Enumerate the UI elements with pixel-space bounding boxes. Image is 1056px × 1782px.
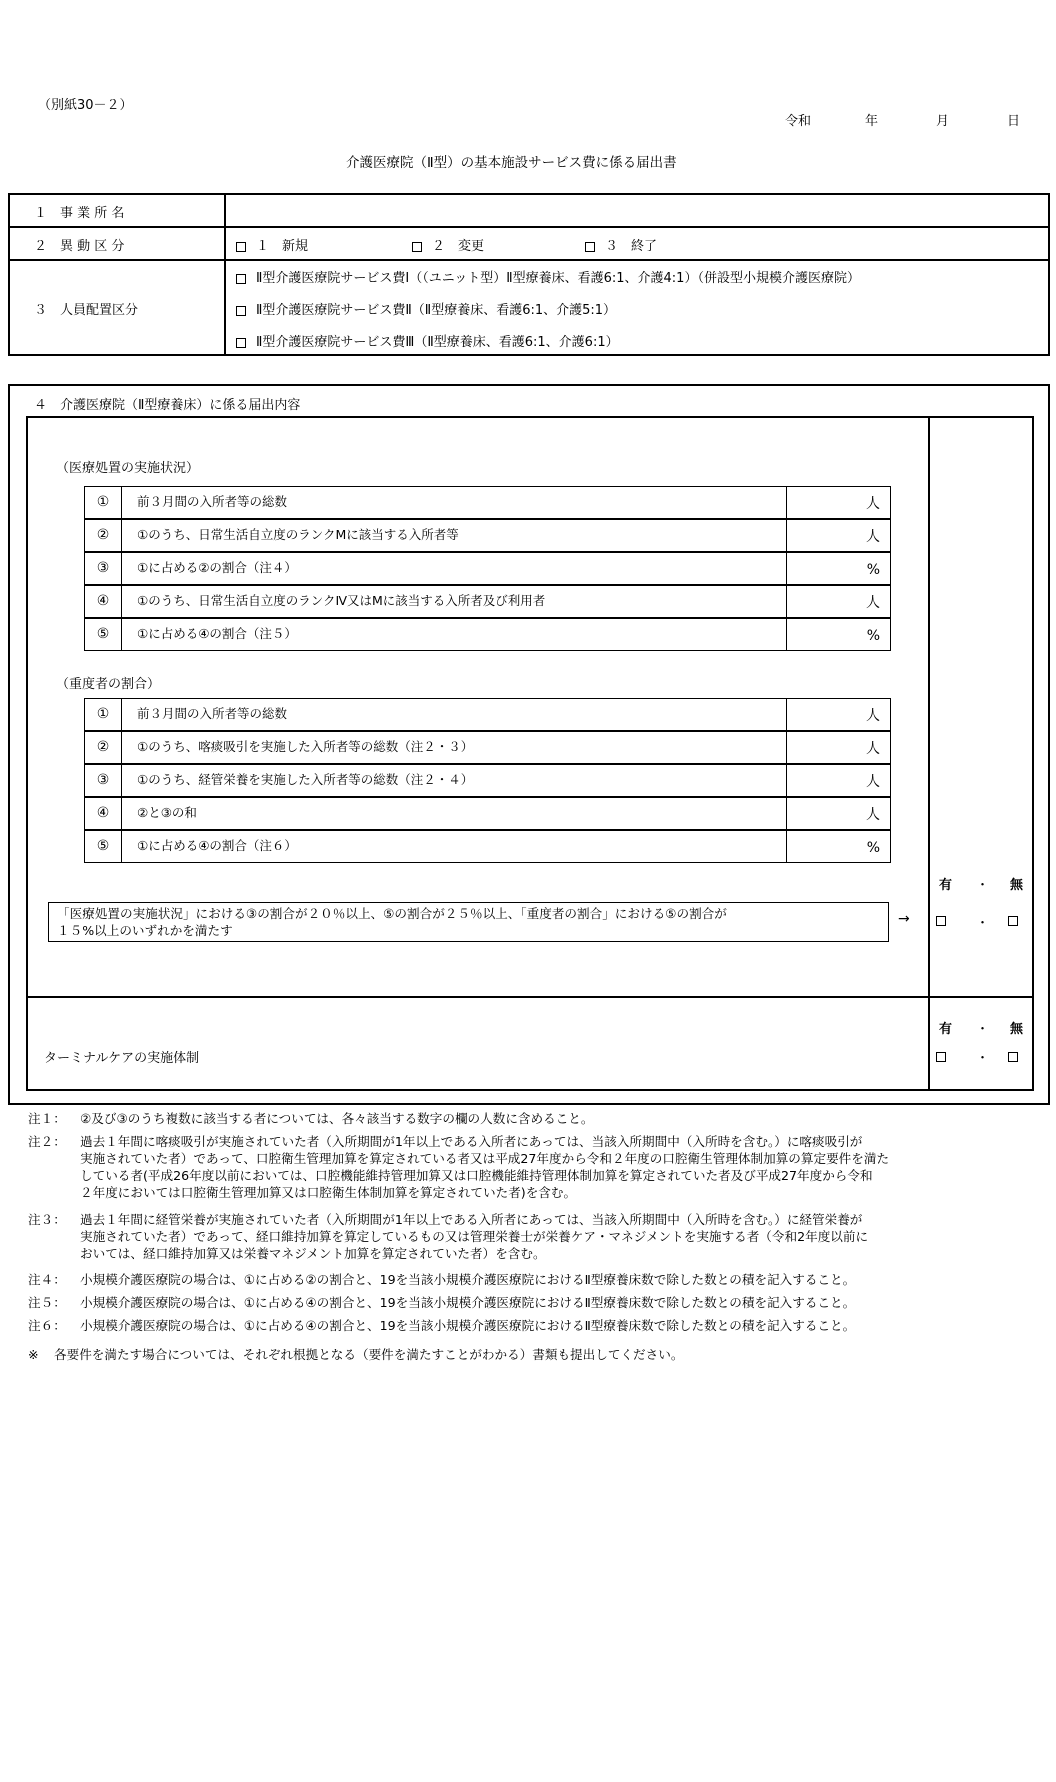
note-label: ※ — [28, 1347, 39, 1362]
staffing-option-2[interactable] — [236, 299, 616, 318]
row-number: ① — [85, 699, 122, 730]
checkbox[interactable] — [412, 242, 422, 252]
row-value-field[interactable]: 人 — [786, 520, 890, 551]
requirement-line2: １５%以上のいずれかを満たす — [57, 923, 233, 938]
row-label: ①のうち、日常生活自立度のランクMに該当する入所者等 — [137, 527, 459, 542]
dot: ・ — [976, 916, 990, 931]
table-row — [84, 797, 891, 830]
arrow-icon: → — [898, 911, 910, 927]
note-label: 注４： — [28, 1272, 66, 1287]
row-value-field[interactable]: 人 — [786, 765, 890, 796]
row-number: ④ — [85, 586, 122, 617]
row-number: ② — [85, 520, 122, 551]
note-3 — [28, 1211, 1018, 1262]
change-option-modify[interactable] — [412, 235, 484, 254]
table-row — [84, 486, 891, 519]
requirement-no-checkbox[interactable] — [1008, 913, 1028, 928]
medical-heading: （医療処置の実施状況） — [56, 461, 200, 476]
row-label: ①のうち、喀痰吸引を実施した入所者等の総数（注２・３） — [137, 739, 474, 754]
note-label: 注２： — [28, 1134, 66, 1149]
option-label: Ⅱ型介護医療院サービス費Ⅰ（（ユニット型）Ⅱ型療養床、看護6:1、介護4:1）（併設型小規模介護医療院） — [256, 271, 860, 286]
row-label: 前３月間の入所者等の総数 — [137, 706, 288, 721]
top-table — [8, 193, 1050, 356]
note-1 — [28, 1110, 1018, 1127]
row-label: ①に占める④の割合（注５） — [137, 626, 297, 641]
page-title: 介護医療院（Ⅱ型）の基本施設サービス費に係る届出書 — [346, 155, 677, 171]
requirement-yes-checkbox[interactable] — [936, 913, 956, 928]
dot: ・ — [976, 1051, 990, 1066]
note-text: ②及び③のうち複数に該当する者については、各々該当する数字の欄の人数に含めること。 — [80, 1111, 594, 1126]
form-number: （別紙30－２） — [38, 98, 133, 113]
row-label: ①に占める④の割合（注６） — [137, 838, 297, 853]
date-day: 日 — [1007, 114, 1021, 129]
terminal-no-checkbox[interactable] — [1008, 1049, 1028, 1064]
table-row — [84, 830, 891, 863]
note-4 — [28, 1271, 1018, 1288]
table-row — [84, 764, 891, 797]
requirement-box — [48, 902, 889, 942]
table-row — [84, 731, 891, 764]
requirement-line1: 「医療処置の実施状況」における③の割合が２０％以上、⑤の割合が２５％以上、「重度者の割合」における⑤の割合が — [57, 906, 727, 921]
checkbox[interactable] — [1008, 916, 1018, 926]
row-label: 前３月間の入所者等の総数 — [137, 494, 288, 509]
checkbox[interactable] — [1008, 1052, 1018, 1062]
row-number: ⑤ — [85, 619, 122, 650]
row-value-field[interactable]: % — [786, 553, 890, 584]
note-2 — [28, 1133, 1018, 1201]
row-label: ①のうち、日常生活自立度のランクⅣ又はMに該当する入所者及び利用者 — [137, 593, 546, 608]
note-text: 過去１年間に経管栄養が実施されていた者（入所期間が1年以上である入所者にあっては、当該入所期間中（入所時を含む。）に経管栄養が 実施されていた者）であって、経口維持加算を算定しているもの又は管理栄養士が栄養ケア・マネジメントを実施する者（令和2年度以前に おいては、経口維持加算又は栄養マネジメント加算を算定されていた者）を含む。 — [80, 1212, 869, 1261]
note-text: 小規模介護医療院の場合は、①に占める②の割合と、19を当該小規模介護医療院におけるⅡ型療養床数で除した数との積を記入すること。 — [80, 1272, 856, 1287]
change-option-end[interactable] — [585, 235, 657, 254]
table-row — [84, 519, 891, 552]
checkbox[interactable] — [236, 242, 246, 252]
table-row — [84, 698, 891, 731]
no-label: 無 — [1010, 1022, 1024, 1037]
row-value-field[interactable]: 人 — [786, 798, 890, 829]
row-value-field[interactable]: 人 — [786, 487, 890, 518]
row-number: ⑤ — [85, 831, 122, 862]
row-label: ②と③の和 — [137, 805, 197, 820]
business-name-field[interactable] — [240, 202, 1040, 220]
row-number: ③ — [85, 765, 122, 796]
option-label: １ 新規 — [256, 239, 309, 254]
staffing-option-3[interactable] — [236, 331, 619, 350]
note-text: 過去１年間に喀痰吸引が実施されていた者（入所期間が1年以上である入所者にあっては、当該入所期間中（入所時を含む。）に喀痰吸引が 実施されていた者）であって、口腔衛生管理加算を算定されている者又は平成27年度から令和２年度の口腔衛生管理体制加算の算定要件を満た している者(平成26年度以前においては、口腔機能維持管理加算又は口腔機能維持管理体制加算を算定されていた者及び平成27年度から令和 ２年度においては口腔衛生管理加算又は口腔衛生体制加算を算定されていた者)を含む。 — [80, 1134, 890, 1200]
checkbox[interactable] — [236, 306, 246, 316]
section4-label: ４ 介護医療院（Ⅱ型療養床）に係る届出内容 — [34, 398, 301, 413]
row-value-field[interactable]: 人 — [786, 586, 890, 617]
terminal-yes-checkbox[interactable] — [936, 1049, 956, 1064]
note-label: 注１： — [28, 1111, 66, 1126]
date-month: 月 — [936, 114, 950, 129]
checkbox[interactable] — [936, 1052, 946, 1062]
checkbox[interactable] — [585, 242, 595, 252]
severe-heading: （重度者の割合） — [56, 677, 161, 692]
note-label: 注３： — [28, 1212, 66, 1227]
no-label: 無 — [1010, 878, 1024, 893]
note-text: 各要件を満たす場合については、それぞれ根拠となる（要件を満たすことがわかる）書類も提出してください。 — [54, 1347, 684, 1362]
date-era: 令和 — [785, 114, 812, 129]
option-label: ２ 変更 — [432, 239, 485, 254]
option-label: Ⅱ型介護医療院サービス費Ⅲ（Ⅱ型療養床、看護6:1、介護6:1） — [256, 335, 619, 350]
yes-label: 有 — [939, 878, 953, 893]
row-value-field[interactable]: 人 — [786, 699, 890, 730]
checkbox[interactable] — [236, 274, 246, 284]
note-label: 注６： — [28, 1318, 66, 1333]
change-option-new[interactable] — [236, 235, 308, 254]
dot: ・ — [976, 878, 990, 893]
row-label: ①のうち、経管栄養を実施した入所者等の総数（注２・４） — [137, 772, 474, 787]
row-number: ③ — [85, 553, 122, 584]
checkbox[interactable] — [936, 916, 946, 926]
table-row — [84, 585, 891, 618]
row-label: ①に占める②の割合（注４） — [137, 560, 297, 575]
row-number: ④ — [85, 798, 122, 829]
option-label: ３ 終了 — [605, 239, 658, 254]
note-6 — [28, 1317, 1018, 1334]
row-value-field[interactable]: % — [786, 619, 890, 650]
staffing-option-1[interactable] — [236, 267, 860, 286]
note-text: 小規模介護医療院の場合は、①に占める④の割合と、19を当該小規模介護医療院におけるⅡ型療養床数で除した数との積を記入すること。 — [80, 1318, 856, 1333]
note-5 — [28, 1294, 1018, 1311]
yes-label: 有 — [939, 1022, 953, 1037]
note-label: 注５： — [28, 1295, 66, 1310]
date-year: 年 — [865, 114, 879, 129]
section3-label: ３ 人員配置区分 — [34, 303, 139, 318]
section1-label: １ 事 業 所 名 — [34, 206, 125, 221]
row-number: ② — [85, 732, 122, 763]
option-label: Ⅱ型介護医療院サービス費Ⅱ（Ⅱ型療養床、看護6:1、介護5:1） — [256, 303, 617, 318]
dot: ・ — [976, 1022, 990, 1037]
table-row — [84, 552, 891, 585]
row-number: ① — [85, 487, 122, 518]
section2-label: ２ 異 動 区 分 — [34, 239, 125, 254]
table-row — [84, 618, 891, 651]
terminal-care-label: ターミナルケアの実施体制 — [44, 1051, 200, 1066]
checkbox[interactable] — [236, 338, 246, 348]
row-value-field[interactable]: 人 — [786, 732, 890, 763]
note-asterisk — [28, 1346, 1018, 1363]
row-value-field[interactable]: % — [786, 831, 890, 862]
note-text: 小規模介護医療院の場合は、①に占める④の割合と、19を当該小規模介護医療院におけるⅡ型療養床数で除した数との積を記入すること。 — [80, 1295, 856, 1310]
